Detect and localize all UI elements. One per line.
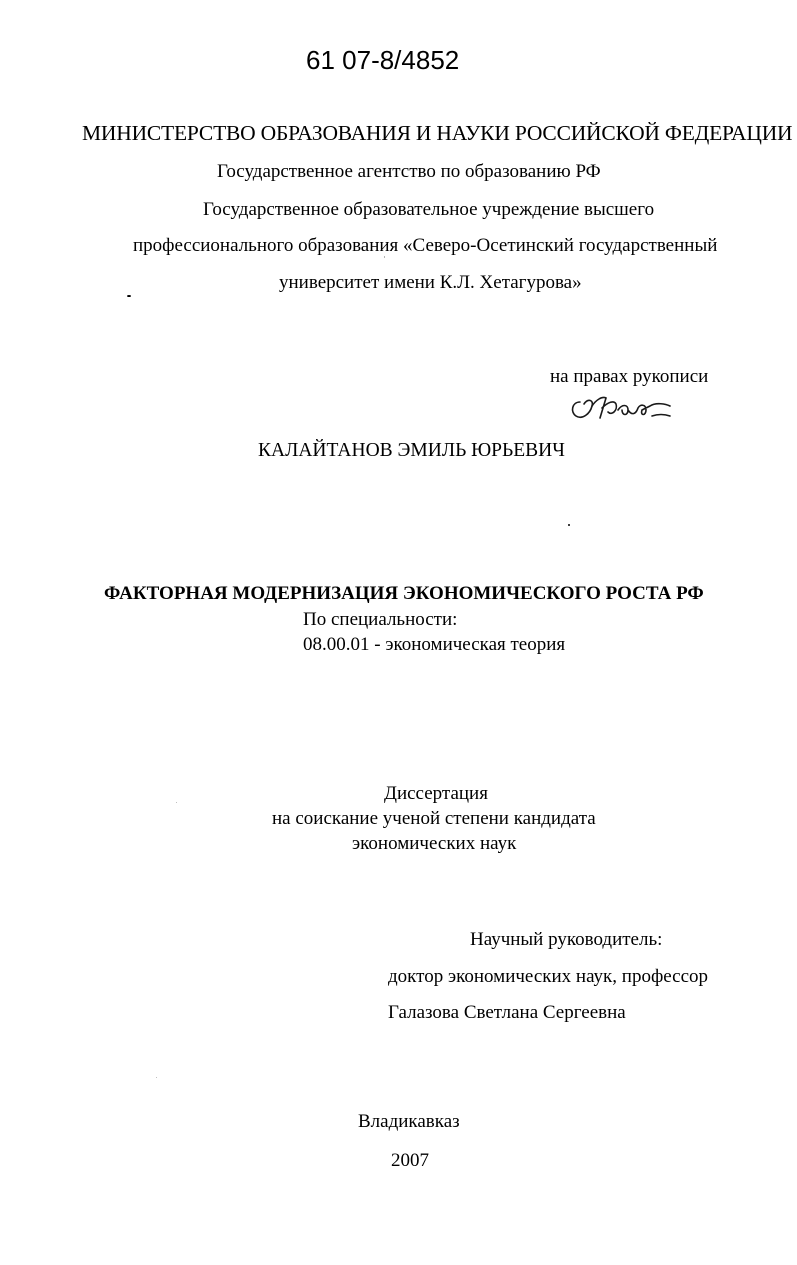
- degree-line-1: Диссертация: [384, 783, 488, 804]
- degree-line-2: на соискание ученой степени кандидата: [272, 808, 596, 829]
- supervisor-title: доктор экономических наук, профессор: [388, 966, 709, 987]
- handwritten-signature: [566, 388, 676, 430]
- scan-speck: [156, 1077, 157, 1078]
- archive-code: 61 07-8/4852: [306, 45, 460, 75]
- scan-speck: [568, 524, 570, 526]
- supervisor-name: Галазова Светлана Сергеевна: [388, 1002, 626, 1023]
- author-name: КАЛАЙТАНОВ ЭМИЛЬ ЮРЬЕВИЧ: [258, 440, 565, 461]
- specialty-label: По специальности:: [303, 609, 458, 630]
- year: 2007: [391, 1150, 429, 1171]
- manuscript-note: на правах рукописи: [550, 366, 709, 387]
- scan-speck: [384, 256, 385, 258]
- supervisor-label: Научный руководитель:: [470, 929, 663, 950]
- thesis-title: ФАКТОРНАЯ МОДЕРНИЗАЦИЯ ЭКОНОМИЧЕСКОГО РОСТА РФ: [104, 583, 704, 604]
- scan-speck: [176, 802, 177, 803]
- scan-speck: [127, 295, 131, 297]
- degree-line-3: экономических наук: [352, 833, 517, 854]
- specialty-code: 08.00.01 - экономическая теория: [303, 634, 566, 655]
- institution-line-3: университет имени К.Л. Хетагурова»: [279, 272, 582, 293]
- institution-line-1: Государственное образовательное учреждение высшего: [203, 199, 655, 220]
- ministry-heading: МИНИСТЕРСТВО ОБРАЗОВАНИЯ И НАУКИ РОССИЙСКОЙ ФЕДЕРАЦИИ: [82, 121, 793, 145]
- agency-line: Государственное агентство по образованию РФ: [217, 161, 601, 182]
- city: Владикавказ: [358, 1111, 460, 1132]
- institution-line-2: профессионального образования «Северо-Осетинский государственный: [133, 235, 718, 256]
